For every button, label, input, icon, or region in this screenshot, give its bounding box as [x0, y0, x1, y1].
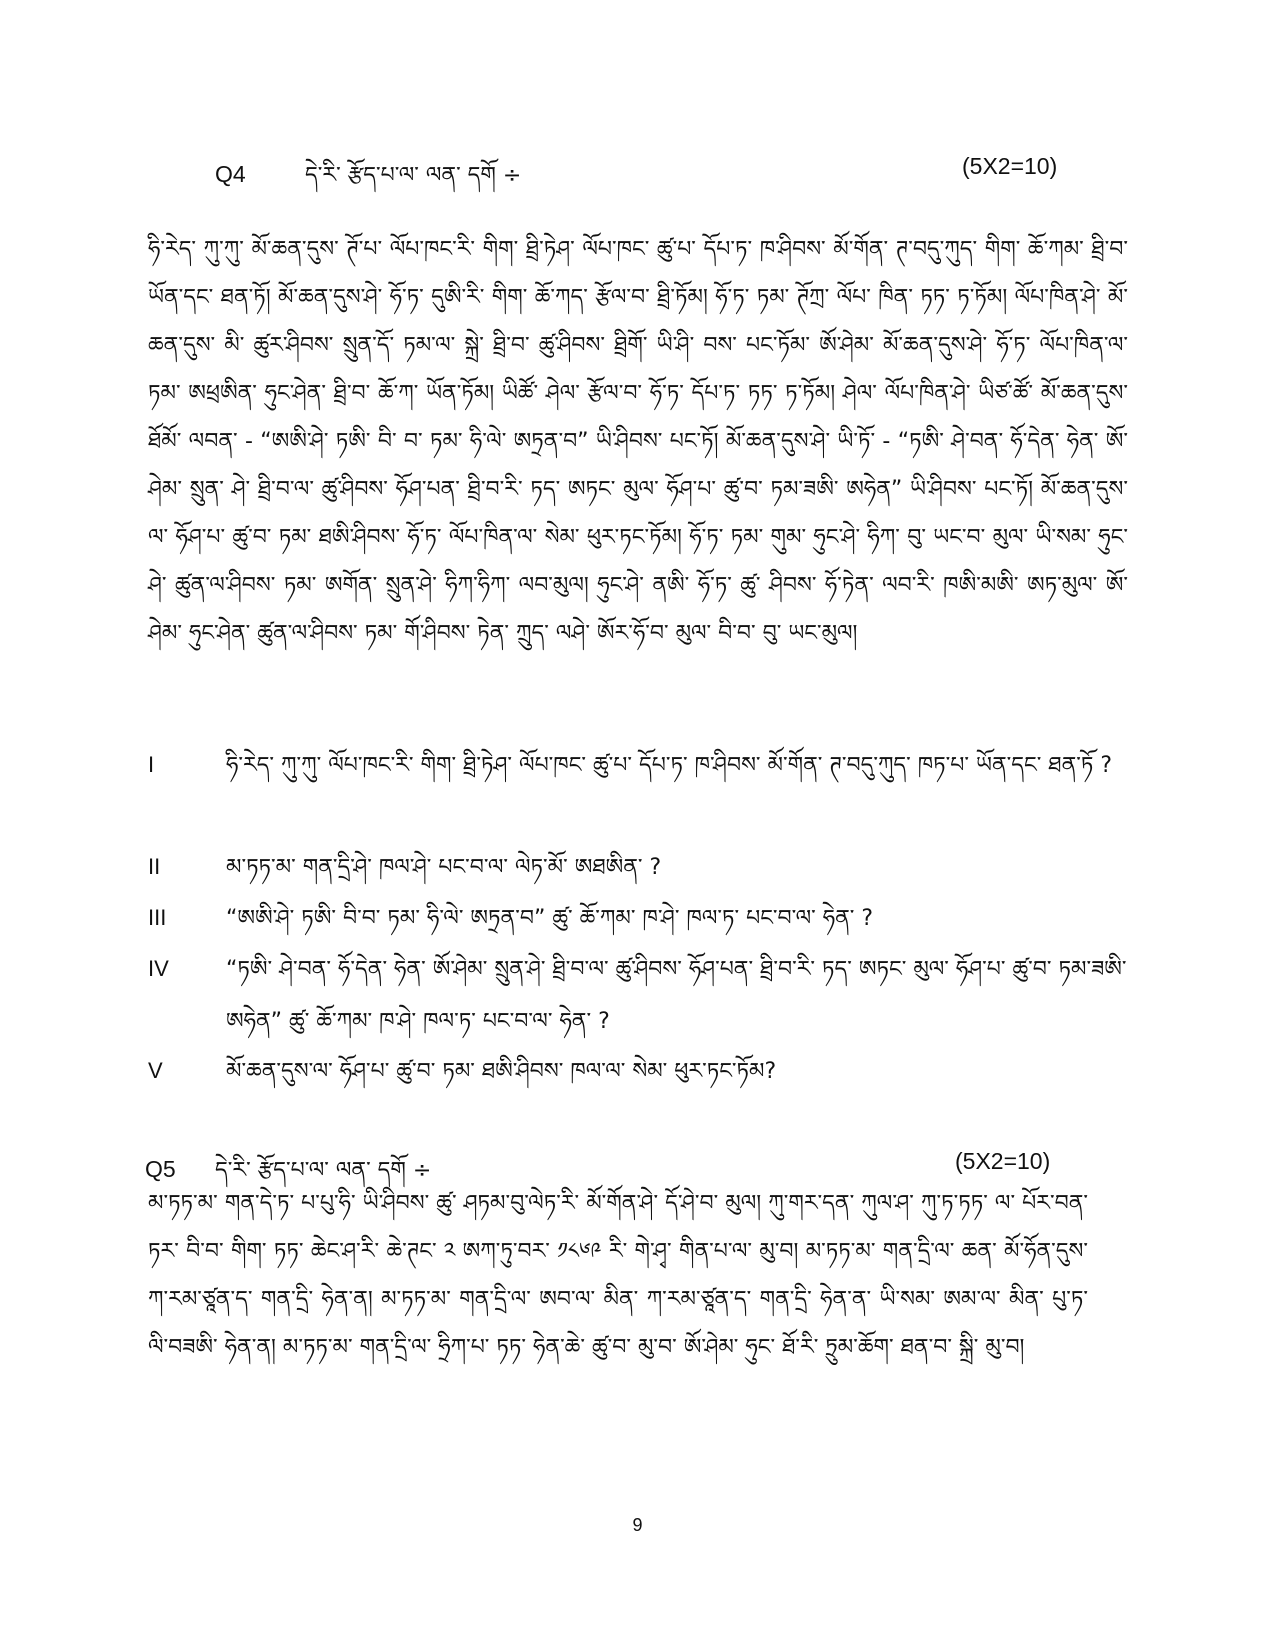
page-number: 9 — [632, 1515, 643, 1535]
question-1 — [148, 740, 1128, 792]
question-text: མོ་ཆན་དུས་ལ་ ཧོཤ་པ་ ཚུ་བ་ ཏམ་ ཐཨི་ཤིབས་ ཁལ་ལ་ སེམ་ ཕུར་ཏང་ཏོམ? — [226, 1059, 777, 1084]
q5-passage: མ་ཏཏ་མ་ གན་དེ་ཏ་ པ་པུ་ཧི་ ཡི་ཤིབས་ ཚུ་ ཤཏམ་བུ་ལེཏ་རི་ མོ་གོན་ཤེ་ དོ་ཤེ་བ་ མུལ། ཀུ་གར་དན་ ཀུལ་ཤ་ ཀུ་ཏ་ཏཏ་ ལ་ པོར་བན་ཏར་ བི་བ་ གིག་ ཏཏ་ ཆེང་ཤ་རི་ ཆེ་ཊང་ ༢ ཨཀ་ཏུ་བར་ ༡༨༦༩ རི་ གེ་ཤྭ་ གིན་པ་ལ་ མུ་བ། མ་ཏཏ་མ་ གན་དྲི་ལ་ ཆན་ མོ་ཧོན་དུས་ ཀ་རམ་ཙཱན་ད་ གན་དྲི་ ཧེན་ན། མ་ཏཏ་མ་ གན་དྲི་ལ་ ཨབ་ལ་ མིན་ ཀ་རམ་ཙཱན་ད་ གན་དྲི་ ཧེན་ན་ ཡི་སམ་ ཨམ་ལ་ མིན་ པུ་ཏ་ལི་བཟཨི་ ཧེན་ན། མ་ཏཏ་མ་ གན་དྲི་ལ་ ཧྲིཀ་པ་ ཏཏ་ ཧེན་ཆེ་ ཚུ་བ་ མུ་བ་ ཨོ་ཤེམ་ ཧུང་ ཐོ་རི་ ཏྲུམ་ཆོག་ ཐན་བ་ སྐྲི་ མུ་བ། — [148, 1191, 1088, 1360]
question-numeral: IV — [148, 956, 169, 981]
q5-instruction: དེ་རི་ རྩོད་པ་ལ་ ལན་ དགོ ÷ — [215, 1158, 432, 1183]
question-numeral: I — [148, 752, 155, 777]
question-text: “ཨཨི་ཤེ་ ཏཨི་ བི་བ་ ཏམ་ ཧི་ལེ་ ཨཏྲན་བ” ཚུ་ ཆོ་ཀམ་ ཁ་ཤེ་ ཁལ་ཏ་ པང་བ་ལ་ ཧེན་ ? — [226, 906, 874, 931]
question-numeral: III — [148, 905, 167, 930]
q4-header — [215, 150, 521, 212]
q5-marks: (5X2=10) — [955, 1148, 1051, 1174]
question-2 — [148, 842, 1128, 894]
q4-marks: (5X2=10) — [962, 153, 1058, 179]
q5-number: Q5 — [145, 1156, 176, 1182]
q4-number: Q4 — [215, 161, 246, 187]
question-text: མ་ཏཏ་མ་ གན་དྲི་ཤེ་ ཁལ་ཤེ་ པང་བ་ལ་ ལེཏ་མོ་ ཨཐཨིན་ ? — [226, 855, 662, 880]
q4-passage: ཧི་རེད་ ཀུ་ཀུ་ མོ་ཆན་དུས་ ཊོ་པ་ ལོཔ་ཁང་རི་ གིག་ ཐྲི་ཏེཤ་ ལོཔ་ཁང་ ཚུ་པ་ དོཔ་ཏ་ ཁ་ཤིབས་ མོ་གོན་ ཊ་བདུ་ཀུད་ གིག་ ཆོ་ཀམ་ ཐྲི་བ་ ཡོན་དང་ ཐན་ཏོ། མོ་ཆན་དུས་ཤེ་ ཧོ་ཏ་ དུཨི་རི་ གིག་ ཆོ་ཀད་ རྩོལ་བ་ ཐྲི་ཏོམ། ཧོ་ཏ་ ཏམ་ ཊོཀྲ་ ལོཔ་ ཁིན་ ཏཏ་ ཏ་ཏོམ། ལོཔ་ཁིན་ཤེ་ མོ་ཆན་དུས་ མི་ ཚུར་ཤིབས་ སྲུན་དོ་ ཏམ་ལ་ སྐྲེ་ ཐྲི་བ་ ཚུ་ཤིབས་ ཐྲིགོ་ ཡི་ཤི་ བས་ པང་ཏོམ་ ཨོ་ཤེམ་ མོ་ཆན་དུས་ཤེ་ ཧོ་ཏ་ ལོཔ་ཁིན་ལ་ ཏམ་ ཨཕྲཨིན་ ཧུང་ཤེན་ ཐྲི་བ་ ཆོ་ཀ་ ཡོན་ཏོམ། ཡིཚོ་ ཤེལ་ རྩོལ་བ་ ཧོ་ཏ་ དོཔ་ཏ་ ཏཏ་ ཏ་ཏོམ། ཤེལ་ ལོཔ་ཁིན་ཤེ་ ཡིཙ་ཚོ་ མོ་ཆན་དུས་ ཐོམོ་ ལབན་ - “ཨཨི་ཤེ་ ཏཨི་ བི་ བ་ ཏམ་ ཧི་ལེ་ ཨཏྲན་བ” ཡི་ཤིབས་ པང་ཏོ། མོ་ཆན་དུས་ཤེ་ ཡི་ཏོ་ - “ཏཨི་ ཤེ་བན་ ཧོ་དེན་ ཧེན་ ཨོ་ཤེམ་ སྲུན་ ཤེ་ ཐྲི་བ་ལ་ ཚུ་ཤིབས་ ཧོཤ་པན་ ཐྲི་བ་རི་ ཏད་ ཨཏང་ མུལ་ ཧོཤ་པ་ ཚུ་བ་ ཏམ་ཟཨི་ ཨཧེན” ཡི་ཤིབས་ པང་ཏོ། མོ་ཆན་དུས་ལ་ ཧོཤ་པ་ ཚུ་བ་ ཏམ་ ཐཨི་ཤིབས་ ཧོ་ཏ་ ལོཔ་ཁིན་ལ་ སེམ་ ཕུར་ཏང་ཏོམ། ཧོ་ཏ་ ཏམ་ གུམ་ ཧུང་ཤེ་ ཧིཀ་ བུ་ ཡང་བ་ མུལ་ ཡི་སམ་ ཧུང་ཤེ་ ཚུན་ལ་ཤིབས་ ཏམ་ ཨགོན་ སྲུན་ཤེ་ ཧིཀ་ཧིཀ་ ལབ་མུལ། ཧུང་ཤེ་ ནཨི་ ཧོ་ཏ་ ཚུ་ ཤིབས་ ཧོ་ཏེན་ ལབ་རི་ ཁཨི་མཨི་ ཨཏ་མུལ་ ཨོ་ཤེམ་ ཧུང་ཤེན་ ཚུན་ལ་ཤིབས་ ཏམ་ གོ་ཤིབས་ ཏེན་ ཀྲུད་ ལཤེ་ ཨོར་ཧོ་བ་ མུལ་ བི་བ་ བུ་ ཡང་མུལ། — [148, 237, 1129, 646]
question-3 — [148, 893, 1128, 945]
question-numeral: II — [148, 854, 161, 879]
question-5 — [148, 1046, 1128, 1098]
question-text: ཧི་རེད་ ཀུ་ཀུ་ ལོཔ་ཁང་རི་ གིག་ ཐྲི་ཏེཤ་ ལོཔ་ཁང་ ཚུ་པ་ དོཔ་ཏ་ ཁ་ཤིབས་ མོ་གོན་ ཊ་བདུ་ཀུད་ ཁཏ་པ་ ཡོན་དང་ ཐན་ཏོ ? — [226, 753, 1113, 778]
question-text: “ཏཨི་ ཤེ་བན་ ཧོ་དེན་ ཧེན་ ཨོ་ཤེམ་ སྲུན་ཤེ་ ཐྲི་བ་ལ་ ཚུ་ཤིབས་ ཧོཤ་པན་ ཐྲི་བ་རི་ ཏད་ ཨཏང་ མུལ་ ཧོཤ་པ་ ཚུ་བ་ ཏམ་ཟཨི་ ཨཧེན” ཚུ་ ཆོ་ཀམ་ ཁ་ཤེ་ ཁལ་ཏ་ པང་བ་ལ་ ཧེན་ ? — [226, 957, 1127, 1034]
question-numeral: V — [148, 1058, 163, 1083]
question-4 — [148, 944, 1128, 1048]
q4-instruction: དེ་རི་ རྩོད་པ་ལ་ ལན་ དགོ ÷ — [305, 163, 522, 188]
